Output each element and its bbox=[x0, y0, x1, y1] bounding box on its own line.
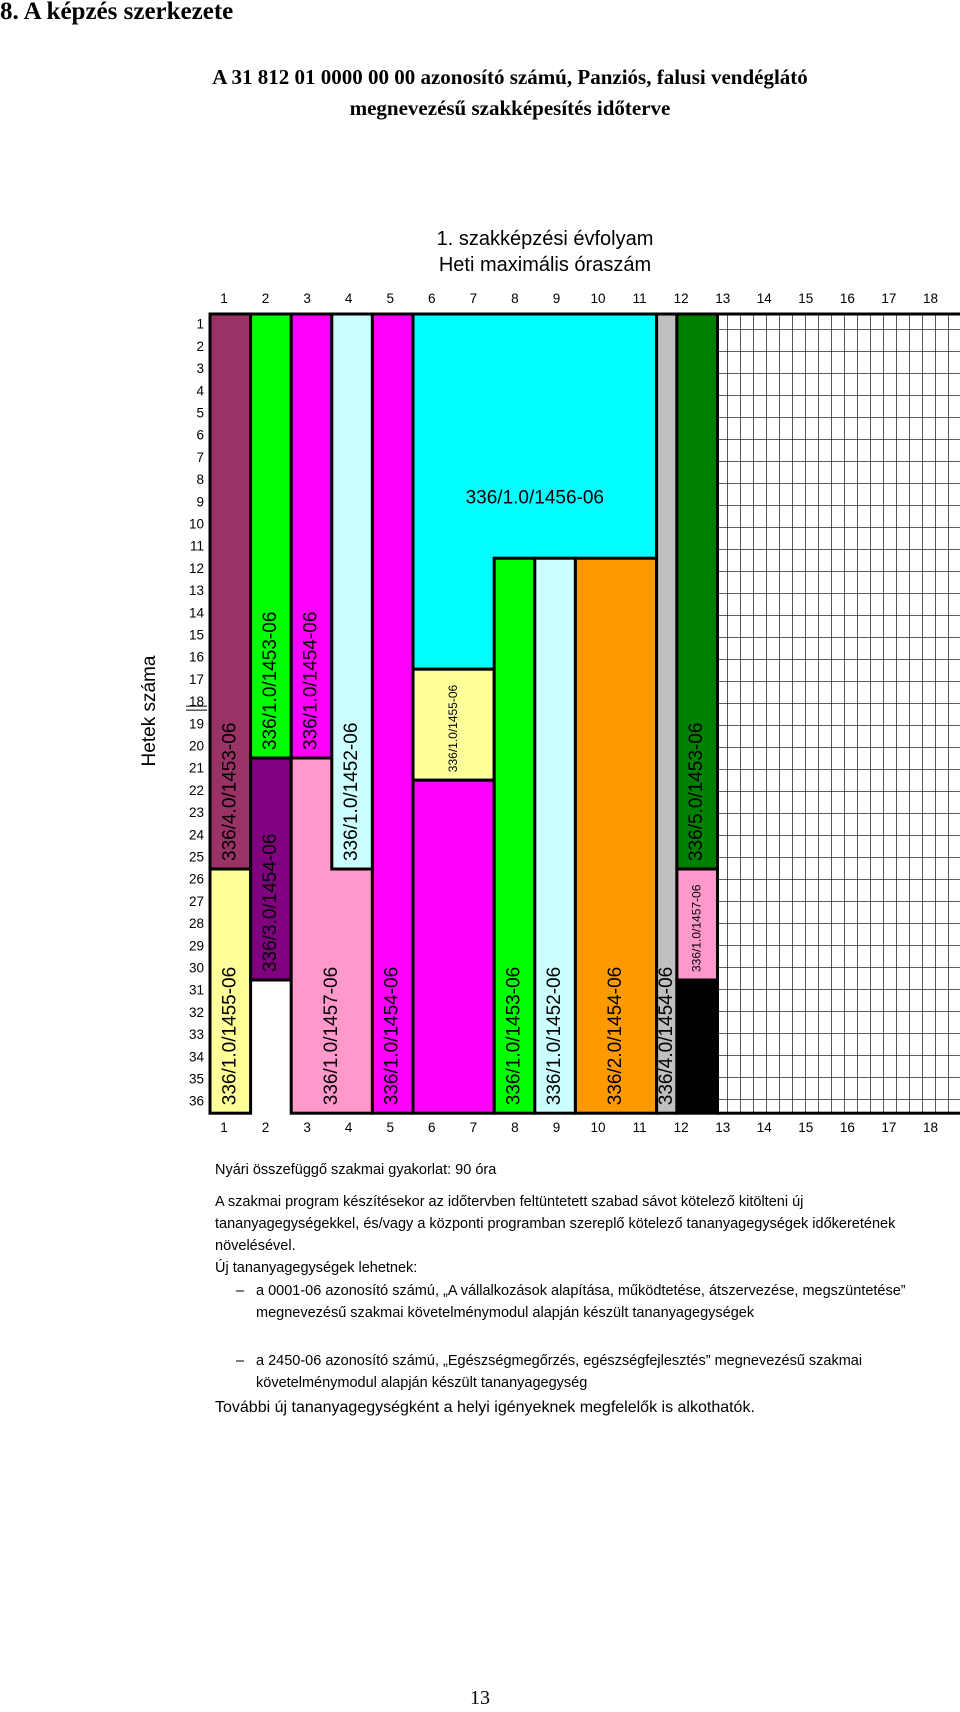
section-heading: 8. A képzés szerkezete bbox=[0, 0, 234, 25]
week-tick-left: 23 bbox=[188, 805, 204, 821]
module-label: 336/1.0/1454-06 bbox=[381, 966, 403, 1106]
week-tick-left: 15 bbox=[188, 627, 204, 643]
module-label: 336/1.0/1456-06 bbox=[465, 487, 605, 509]
hour-tick-top: 17 bbox=[881, 291, 897, 306]
hour-tick-top: 10 bbox=[590, 291, 606, 306]
module-block bbox=[413, 780, 494, 1113]
page-number: 13 bbox=[470, 1687, 490, 1709]
hour-tick-bottom: 4 bbox=[344, 1120, 353, 1136]
hour-tick-bottom: 7 bbox=[469, 1120, 478, 1136]
list-item-text: a 2450-06 azonosító számú, „Egészségmegőrzés, egészségfejlesztés” megnevezésű szakmai követelménymodul alapján készült tananyagegység bbox=[256, 1353, 863, 1391]
hour-tick-top: 8 bbox=[511, 291, 519, 306]
week-tick-left: 34 bbox=[188, 1049, 204, 1065]
document-title-line-1: A 31 812 01 0000 00 00 azonosító számú, Panziós, falusi vendéglátó bbox=[212, 65, 808, 89]
new-units-intro: Új tananyagegységek lehetnek: bbox=[215, 1260, 418, 1276]
week-tick-left: 29 bbox=[188, 938, 204, 954]
module-label: 336/1.0/1455-06 bbox=[219, 966, 241, 1106]
week-tick-left: 30 bbox=[188, 960, 204, 976]
week-tick-left: 5 bbox=[196, 405, 204, 421]
week-tick-left: 19 bbox=[188, 716, 204, 732]
module-label: 336/1.0/1452-06 bbox=[544, 966, 566, 1106]
y-axis-title: Hetek száma bbox=[139, 655, 160, 767]
week-tick-left: 8 bbox=[196, 472, 204, 488]
free-band bbox=[718, 314, 960, 1113]
module-label: 336/5.0/1453-06 bbox=[686, 722, 708, 861]
closing-note: További új tananyagegységként a helyi igényeknek megfelelők is alkothatók. bbox=[215, 1399, 755, 1416]
hour-tick-bottom: 15 bbox=[798, 1120, 814, 1136]
bullet-dash: – bbox=[236, 1353, 245, 1369]
module-label: 336/1.0/1454-06 bbox=[300, 611, 322, 750]
module-label: 336/1.0/1457-06 bbox=[320, 966, 342, 1106]
week-tick-left: 14 bbox=[188, 605, 204, 621]
week-tick-left: 35 bbox=[188, 1071, 204, 1087]
summer-practice-note: Nyári összefüggő szakmai gyakorlat: 90 óra bbox=[215, 1162, 497, 1178]
week-tick-left: 3 bbox=[196, 361, 204, 377]
hour-tick-top: 3 bbox=[303, 291, 311, 306]
module-label: 336/1.0/1453-06 bbox=[259, 611, 281, 750]
hour-tick-top: 15 bbox=[798, 291, 814, 306]
document-title-line-2: megnevezésű szakképesítés időterve bbox=[349, 96, 671, 120]
chart-subtitle: Heti maximális óraszám bbox=[438, 254, 652, 276]
hour-tick-top: 7 bbox=[469, 291, 478, 306]
week-tick-left: 2 bbox=[196, 338, 204, 354]
hour-tick-top: 16 bbox=[839, 291, 855, 306]
hour-tick-top: 1 bbox=[220, 291, 228, 306]
week-tick-left: 1 bbox=[196, 316, 204, 332]
hour-tick-bottom: 10 bbox=[590, 1120, 606, 1136]
hour-tick-bottom: 13 bbox=[715, 1120, 731, 1136]
week-tick-left: 26 bbox=[188, 871, 204, 887]
week-tick-left: 4 bbox=[196, 383, 204, 399]
module-label: 336/4.0/1453-06 bbox=[219, 722, 241, 861]
week-tick-left: 27 bbox=[188, 893, 204, 909]
week-tick-left: 24 bbox=[188, 827, 204, 843]
week-tick-left: 18 bbox=[188, 694, 204, 710]
module-label: 336/1.0/1455-06 bbox=[445, 684, 460, 773]
week-tick-left: 6 bbox=[196, 427, 204, 443]
week-tick-left: 7 bbox=[196, 449, 204, 465]
hour-tick-bottom: 16 bbox=[839, 1120, 855, 1136]
week-tick-left: 28 bbox=[188, 916, 204, 932]
hour-tick-top: 2 bbox=[261, 291, 270, 306]
hour-tick-top: 9 bbox=[552, 291, 561, 306]
hour-tick-bottom: 2 bbox=[261, 1120, 270, 1136]
hour-tick-bottom: 18 bbox=[922, 1120, 939, 1136]
hour-tick-top: 5 bbox=[386, 291, 394, 306]
program-note: A szakmai program készítésekor az időtervben feltüntetett szabad sávot kötelező kitölteni új tananyagegységekkel, és/vagy a központi programban szereplő kötelező tananyagegységek időkeretének növelésével. bbox=[215, 1194, 896, 1254]
module-label: 336/2.0/1454-06 bbox=[605, 966, 627, 1106]
hour-tick-top: 11 bbox=[632, 291, 647, 306]
module-label: 336/1.0/1457-06 bbox=[689, 884, 704, 972]
hour-tick-bottom: 14 bbox=[756, 1120, 772, 1136]
module-label: 336/3.0/1454-06 bbox=[259, 833, 281, 972]
hour-tick-bottom: 1 bbox=[220, 1120, 228, 1136]
bullet-dash: – bbox=[236, 1283, 245, 1299]
week-tick-left: 9 bbox=[196, 494, 204, 510]
week-tick-left: 17 bbox=[188, 671, 204, 687]
hour-tick-top: 6 bbox=[428, 291, 436, 306]
week-tick-left: 33 bbox=[188, 1027, 204, 1043]
week-tick-left: 36 bbox=[188, 1093, 204, 1109]
week-tick-left: 21 bbox=[188, 760, 204, 776]
hour-tick-top: 13 bbox=[715, 291, 731, 306]
hour-tick-bottom: 8 bbox=[511, 1120, 519, 1136]
module-label: 336/1.0/1452-06 bbox=[341, 722, 363, 861]
hour-tick-bottom: 12 bbox=[673, 1120, 689, 1136]
week-tick-left: 12 bbox=[188, 560, 204, 576]
hour-tick-bottom: 3 bbox=[303, 1120, 311, 1136]
week-tick-left: 10 bbox=[188, 516, 204, 532]
hour-tick-top: 18 bbox=[922, 291, 939, 306]
week-tick-left: 31 bbox=[188, 982, 204, 998]
hour-tick-bottom: 6 bbox=[428, 1120, 436, 1136]
hour-tick-top: 12 bbox=[673, 291, 689, 306]
chart-title: 1. szakképzési évfolyam bbox=[436, 228, 654, 250]
hour-tick-bottom: 17 bbox=[881, 1120, 897, 1136]
week-tick-left: 11 bbox=[189, 538, 204, 554]
week-tick-left: 32 bbox=[188, 1004, 204, 1020]
module-label: 336/1.0/1453-06 bbox=[503, 966, 525, 1106]
module-label: 336/4.0/1454-06 bbox=[655, 966, 677, 1106]
week-tick-left: 25 bbox=[188, 849, 204, 865]
week-tick-left: 13 bbox=[188, 583, 204, 599]
hour-tick-bottom: 5 bbox=[386, 1120, 394, 1136]
hour-tick-top: 14 bbox=[756, 291, 772, 306]
hour-tick-top: 4 bbox=[344, 291, 353, 306]
module-label: 336/2.0/1457-06 bbox=[688, 995, 706, 1106]
hour-tick-bottom: 9 bbox=[552, 1120, 561, 1136]
week-tick-left: 16 bbox=[188, 649, 204, 665]
hour-tick-bottom: 11 bbox=[632, 1120, 647, 1136]
week-tick-left: 22 bbox=[188, 782, 204, 798]
list-item-text: a 0001-06 azonosító számú, „A vállalkozások alapítása, működtetése, átszervezése, megszüntetése” megnevezésű szakmai követelménymodul alapján készült tananyagegységek bbox=[256, 1283, 906, 1321]
week-tick-left: 20 bbox=[188, 738, 204, 754]
